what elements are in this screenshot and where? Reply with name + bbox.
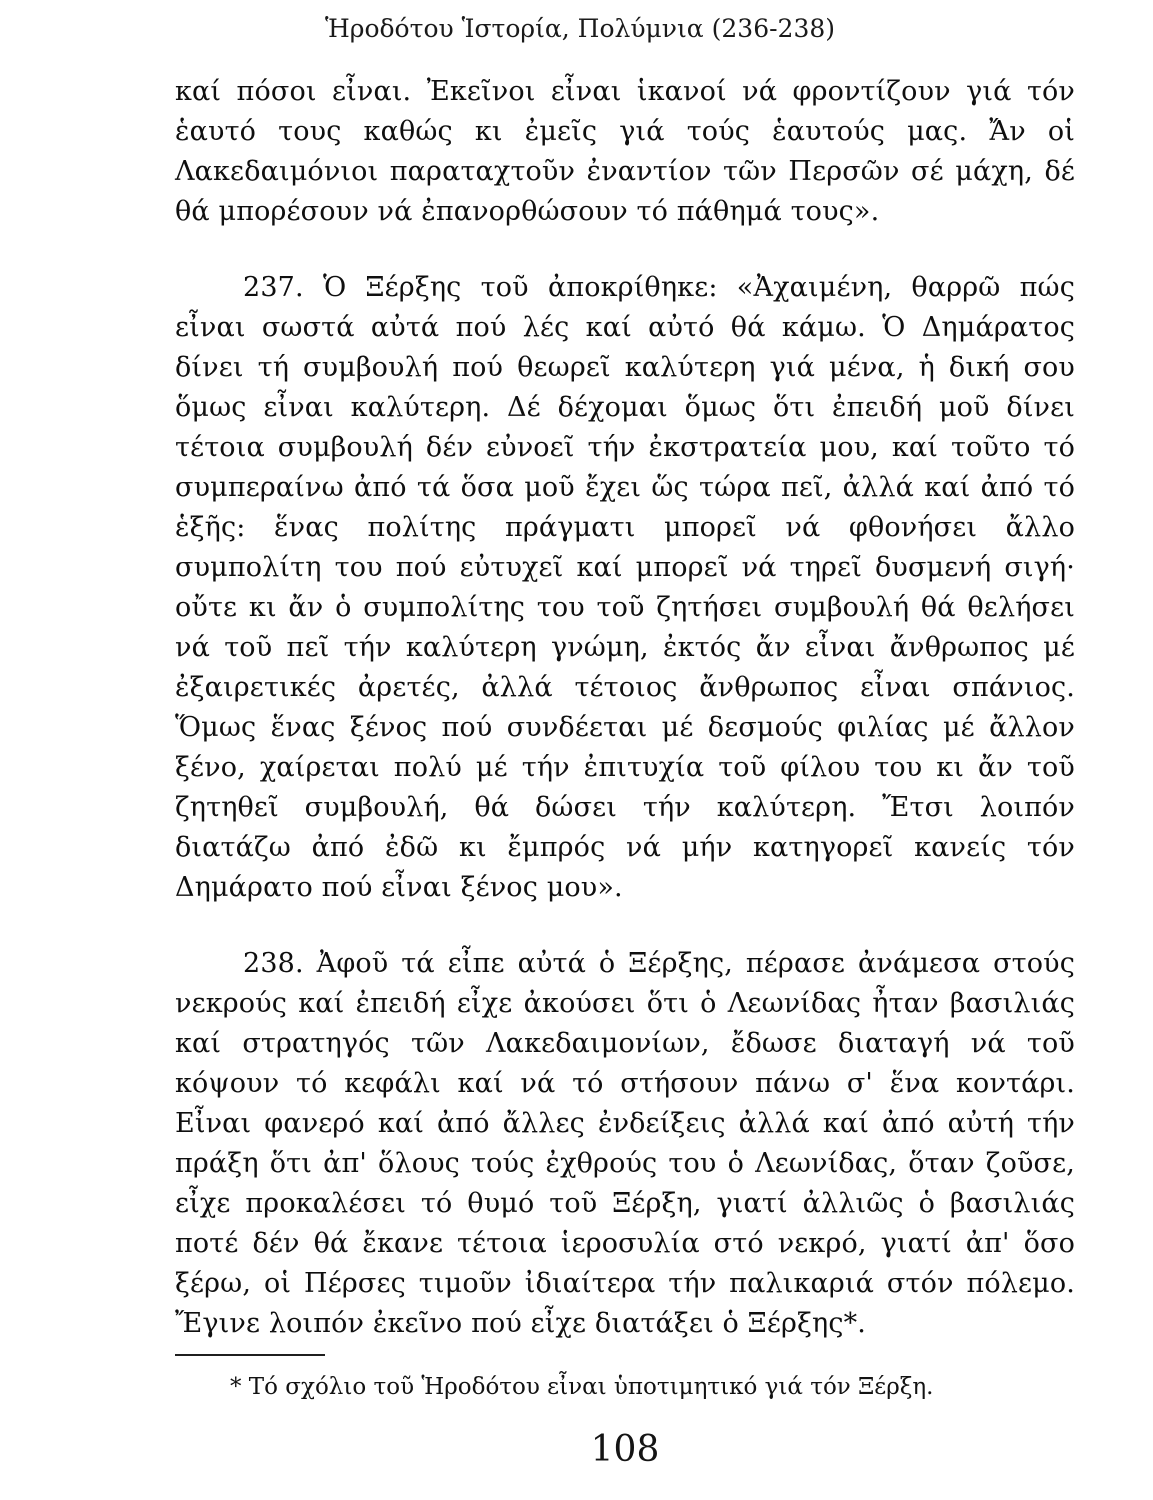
paragraph-continuation: καί πόσοι εἶναι. Ἐκεῖνοι εἶναι ἱκανοί νά φροντίζουν γιά τόν ἑαυτό τους καθώς κι ἐμεῖς γιά τούς ἑαυτούς μας. Ἄν οἱ Λακεδαιμόνιοι παραταχτοῦν ἐναντίον τῶν Περσῶν σέ μάχη, δέ θά μπορέσουν νά ἐπανορθώσουν τό πάθημά τους». — [175, 76, 1075, 227]
running-header: Ἡροδότου Ἱστορία, Πολύμνια (236-238) — [324, 14, 836, 43]
footnote-divider — [175, 1354, 325, 1356]
paragraph-238: 238. Ἀφοῦ τά εἶπε αὐτά ὁ Ξέρξης, πέρασε ἀνάμεσα στούς νεκρούς καί ἐπειδή εἶχε ἀκούσει ὅτι ὁ Λεωνίδας ἦταν βασιλιάς καί στρατηγός τῶν Λακεδαιμονίων, ἔδωσε διαταγή νά τοῦ κόψουν τό κεφάλι καί νά τό στήσουν πάνω σ' ἕνα κοντάρι. Εἶναι φανερό καί ἀπό ἄλλες ἐνδείξεις ἀλλά καί ἀπό αὐτή τήν πράξη ὅτι ἀπ' ὅλους τούς ἐχθρούς του ὁ Λεωνίδας, ὅταν ζοῦσε, εἶχε προκαλέσει τό θυμό τοῦ Ξέρξη, γιατί ἀλλιῶς ὁ βασιλιάς ποτέ δέν θά ἔκανε τέτοια ἱεροσυλία στό νεκρό, γιατί ἀπ' ὅσο ξέρω, οἱ Πέρσες τιμοῦν ἰδιαίτερα τήν παλικαριά στόν πόλεμο. Ἔγινε λοιπόν ἐκεῖνο πού εἶχε διατάξει ὁ Ξέρξης*. — [175, 948, 1075, 1339]
page-body — [175, 72, 1075, 1344]
bleed-through-background: ⠀⠀⠀⠀⠀⠀⠀⠀⠀⠀⠀⠀⠀⠀⠀⠀⠀⠀⠀⠀⠀⠀⠀⠀⠀⠀⠀⠀⠀⠀⠀⠀⠀⠀⠀⠀⠀⠀⠀⠀⠀⠀⠀⠀⠀⠀⠀⠀ — [105, 1460, 1090, 1493]
paragraph-237: 237. Ὁ Ξέρξης τοῦ ἀποκρίθηκε: «Ἀχαιμένη, θαρρῶ πώς εἶναι σωστά αὐτά πού λές καί αὐτό θά κάμω. Ὁ Δημάρατος δίνει τή συμβουλή πού θεωρεῖ καλύτερη γιά μένα, ἡ δική σου ὅμως εἶναι καλύτερη. Δέ δέχομαι ὅμως ὅτι ἐπειδή μοῦ δίνει τέτοια συμβουλή δέν εὐνοεῖ τήν ἐκστρατεία μου, καί τοῦτο τό συμπεραίνω ἀπό τά ὅσα μοῦ ἔχει ὥς τώρα πεῖ, ἀλλά καί ἀπό τό ἑξῆς: ἕνας πολίτης πράγματι μπορεῖ νά φθονήσει ἄλλο συμπολίτη του πού εὐτυχεῖ καί μπορεῖ νά τηρεῖ δυσμενή σιγή· οὔτε κι ἄν ὁ συμπολίτης του τοῦ ζητήσει συμβουλή θά θελήσει νά τοῦ πεῖ τήν καλύτερη γνώμη, ἐκτός ἄν εἶναι ἄνθρωπος μέ ἐξαιρετικές ἀρετές, ἀλλά τέτοιος ἄνθρωπος εἶναι σπάνιος. Ὅμως ἕνας ξένος πού συνδέεται μέ δεσμούς φιλίας μέ ἄλλον ξένο, χαίρεται πολύ μέ τήν ἐπιτυχία τοῦ φίλου του κι ἄν τοῦ ζητηθεῖ συμβουλή, θά δώσει τήν καλύτερη. Ἔτσι λοιπόν διατάζω ἀπό ἐδῶ κι ἔμπρός νά μήν κατηγορεῖ κανείς τόν Δημάρατο πού εἶναι ξένος μου». — [175, 272, 1075, 903]
footnote: * Τό σχόλιο τοῦ Ἡροδότου εἶναι ὑποτιμητικό γιά τόν Ξέρξη. — [230, 1374, 934, 1400]
page-number: 108 — [590, 1429, 660, 1470]
